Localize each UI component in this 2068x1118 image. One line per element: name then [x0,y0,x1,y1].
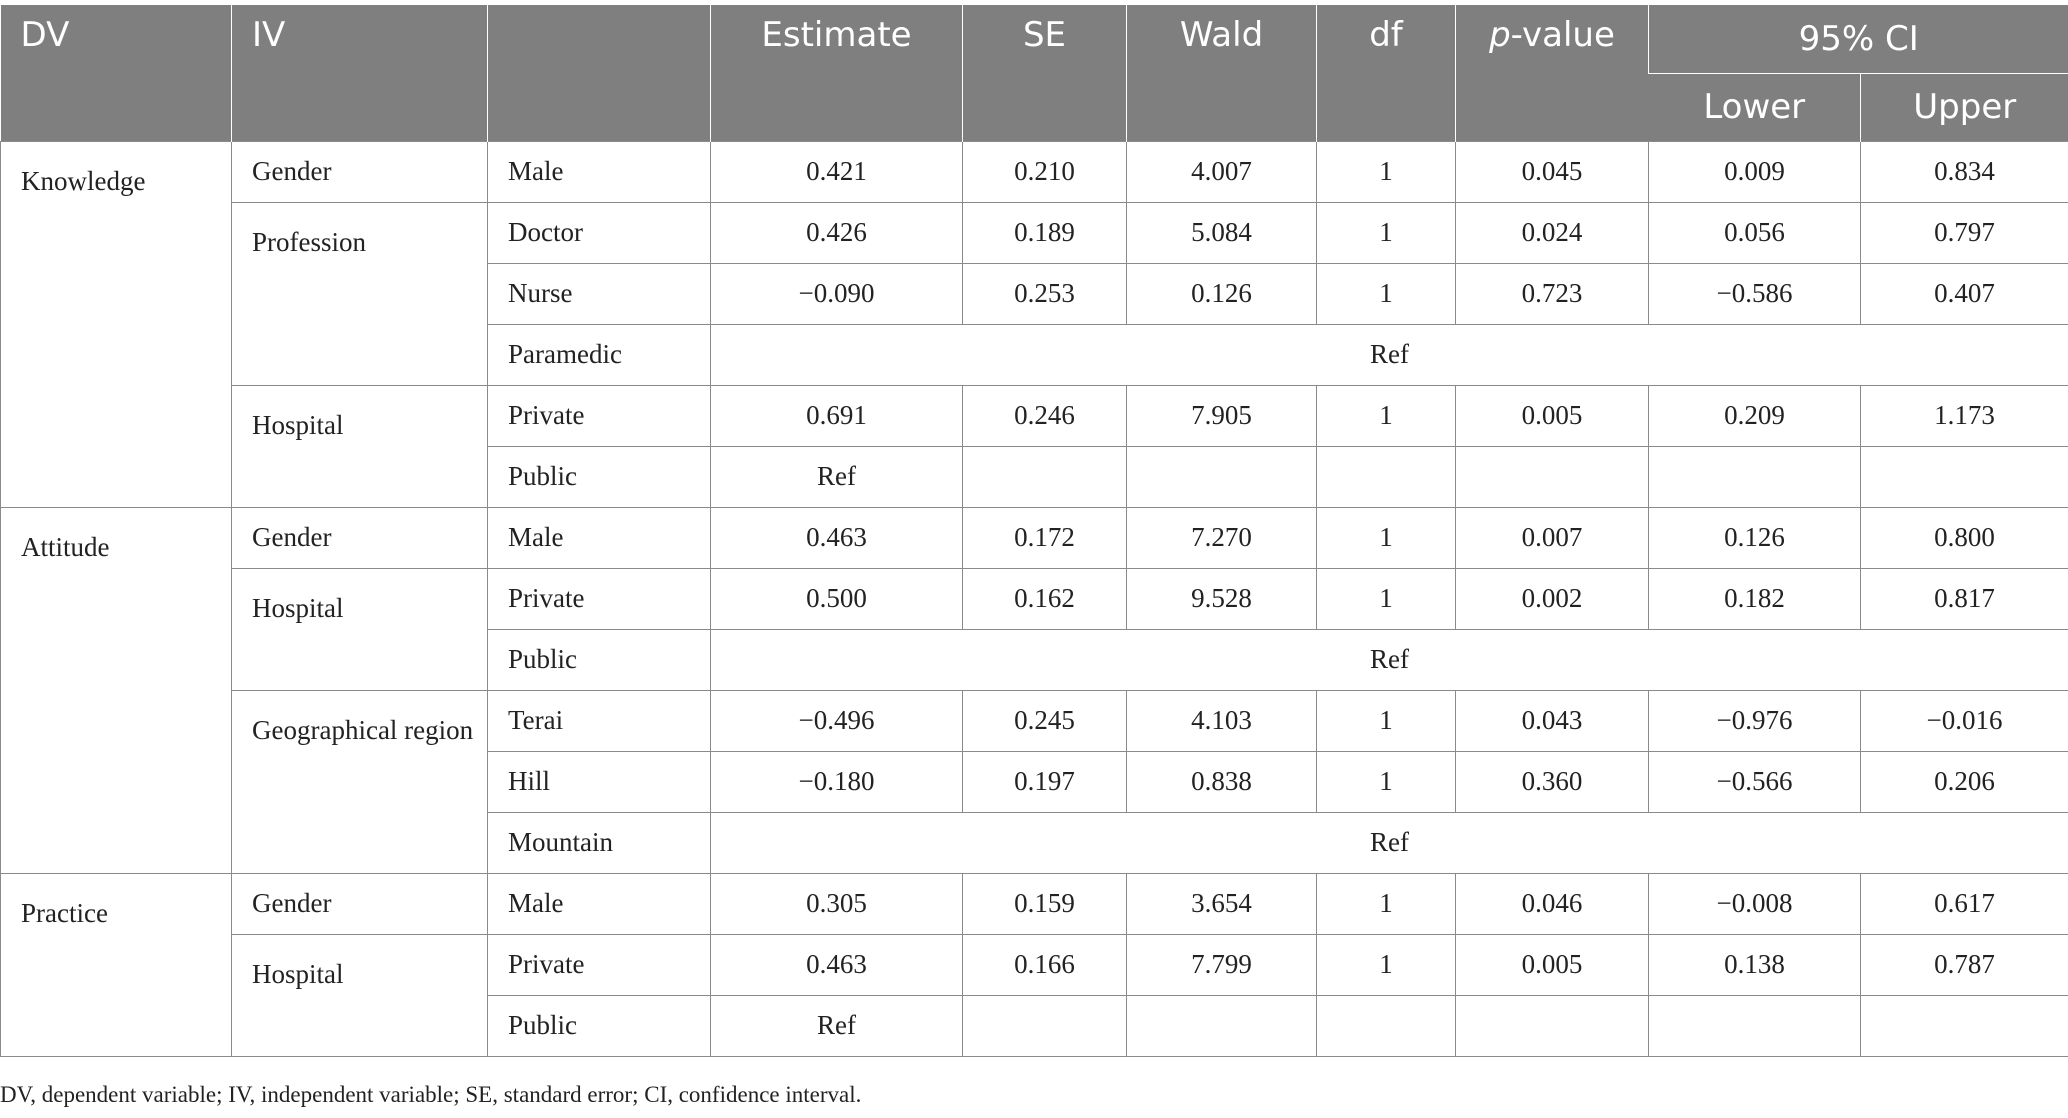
ci-upper-cell: 0.834 [1861,141,2068,202]
header-upper: Upper [1861,73,2068,141]
dv-cell: Practice [1,873,232,1056]
p-value-cell: 0.005 [1456,934,1649,995]
level-cell: Public [488,446,711,507]
df-cell: 1 [1317,690,1456,751]
wald-cell: 7.270 [1127,507,1317,568]
wald-cell: 5.084 [1127,202,1317,263]
se-cell [963,995,1127,1056]
p-value-cell: 0.046 [1456,873,1649,934]
table-row [1,385,2068,446]
ci-upper-cell: 0.800 [1861,507,2068,568]
wald-cell: 4.007 [1127,141,1317,202]
header-lower: Lower [1649,73,1861,141]
se-cell: 0.245 [963,690,1127,751]
table-row [1,873,2068,934]
level-cell: Male [488,507,711,568]
estimate-cell: Ref [711,446,963,507]
level-cell: Private [488,385,711,446]
iv-cell: Gender [232,873,488,934]
estimate-cell: 0.305 [711,873,963,934]
se-cell: 0.253 [963,263,1127,324]
wald-cell [1127,446,1317,507]
header-iv: IV [232,5,488,141]
df-cell: 1 [1317,263,1456,324]
iv-cell: Hospital [232,568,488,690]
df-cell: 1 [1317,141,1456,202]
iv-cell: Profession [232,202,488,385]
header-ci: 95% CI [1649,5,2068,73]
se-cell: 0.159 [963,873,1127,934]
level-cell: Hill [488,751,711,812]
ci-upper-cell: −0.016 [1861,690,2068,751]
table-row [1,690,2068,751]
se-cell: 0.189 [963,202,1127,263]
estimate-cell: 0.691 [711,385,963,446]
ci-upper-cell: 0.787 [1861,934,2068,995]
ci-lower-cell: −0.566 [1649,751,1861,812]
wald-cell: 0.838 [1127,751,1317,812]
df-cell: 1 [1317,507,1456,568]
p-value-cell: 0.005 [1456,385,1649,446]
ci-lower-cell: 0.182 [1649,568,1861,629]
df-cell: 1 [1317,385,1456,446]
table-body [1,141,2068,1056]
df-cell: 1 [1317,934,1456,995]
regression-table [0,5,2068,1057]
header-se: SE [963,5,1127,141]
ci-lower-cell: −0.586 [1649,263,1861,324]
level-cell: Male [488,141,711,202]
p-value-cell: 0.024 [1456,202,1649,263]
estimate-cell: −0.090 [711,263,963,324]
ci-lower-cell: 0.138 [1649,934,1861,995]
estimate-cell: 0.421 [711,141,963,202]
header-estimate: Estimate [711,5,963,141]
estimate-cell: −0.180 [711,751,963,812]
wald-cell: 4.103 [1127,690,1317,751]
level-cell: Public [488,995,711,1056]
table-row [1,507,2068,568]
df-cell: 1 [1317,202,1456,263]
se-cell: 0.162 [963,568,1127,629]
ci-lower-cell [1649,995,1861,1056]
ref-cell: Ref [711,324,2068,385]
df-cell [1317,995,1456,1056]
level-cell: Terai [488,690,711,751]
ci-upper-cell: 0.797 [1861,202,2068,263]
level-cell: Private [488,568,711,629]
p-value-cell: 0.043 [1456,690,1649,751]
ci-lower-cell: 0.209 [1649,385,1861,446]
p-value-cell: 0.045 [1456,141,1649,202]
se-cell [963,446,1127,507]
iv-cell: Gender [232,141,488,202]
ci-upper-cell [1861,995,2068,1056]
wald-cell [1127,995,1317,1056]
iv-cell: Hospital [232,934,488,1056]
header-wald: Wald [1127,5,1317,141]
wald-cell: 9.528 [1127,568,1317,629]
ci-upper-cell [1861,446,2068,507]
level-cell: Private [488,934,711,995]
estimate-cell: 0.426 [711,202,963,263]
ci-upper-cell: 0.817 [1861,568,2068,629]
wald-cell: 0.126 [1127,263,1317,324]
header-p-rest: -value [1510,15,1615,55]
p-value-cell: 0.007 [1456,507,1649,568]
level-cell: Male [488,873,711,934]
iv-cell: Gender [232,507,488,568]
table-footnote: DV, dependent variable; IV, independent variable; SE, standard error; CI, confidence interval. [0,1082,862,1107]
estimate-cell: 0.463 [711,507,963,568]
ref-cell: Ref [711,812,2068,873]
ci-lower-cell: −0.976 [1649,690,1861,751]
se-cell: 0.197 [963,751,1127,812]
estimate-cell: 0.463 [711,934,963,995]
df-cell [1317,446,1456,507]
table-row [1,568,2068,629]
p-value-cell: 0.360 [1456,751,1649,812]
table-row [1,202,2068,263]
ci-lower-cell: 0.056 [1649,202,1861,263]
header-level [488,5,711,141]
header-p-value [1456,5,1649,141]
se-cell: 0.166 [963,934,1127,995]
header-dv: DV [1,5,232,141]
level-cell: Nurse [488,263,711,324]
ci-lower-cell [1649,446,1861,507]
header-p-italic: p [1489,15,1511,55]
dv-cell: Knowledge [1,141,232,507]
p-value-cell [1456,995,1649,1056]
se-cell: 0.246 [963,385,1127,446]
estimate-cell: −0.496 [711,690,963,751]
df-cell: 1 [1317,568,1456,629]
ci-upper-cell: 0.407 [1861,263,2068,324]
level-cell: Public [488,629,711,690]
ci-upper-cell: 1.173 [1861,385,2068,446]
iv-cell: Hospital [232,385,488,507]
wald-cell: 7.905 [1127,385,1317,446]
level-cell: Paramedic [488,324,711,385]
ref-cell: Ref [711,629,2068,690]
p-value-cell: 0.002 [1456,568,1649,629]
estimate-cell: 0.500 [711,568,963,629]
ci-lower-cell: −0.008 [1649,873,1861,934]
se-cell: 0.210 [963,141,1127,202]
p-value-cell [1456,446,1649,507]
df-cell: 1 [1317,873,1456,934]
level-cell: Doctor [488,202,711,263]
se-cell: 0.172 [963,507,1127,568]
wald-cell: 3.654 [1127,873,1317,934]
table-row [1,934,2068,995]
ci-upper-cell: 0.206 [1861,751,2068,812]
table-row [1,141,2068,202]
ci-upper-cell: 0.617 [1861,873,2068,934]
level-cell: Mountain [488,812,711,873]
header-df: df [1317,5,1456,141]
p-value-cell: 0.723 [1456,263,1649,324]
iv-cell: Geographical region [232,690,488,873]
wald-cell: 7.799 [1127,934,1317,995]
ci-lower-cell: 0.009 [1649,141,1861,202]
df-cell: 1 [1317,751,1456,812]
dv-cell: Attitude [1,507,232,873]
ci-lower-cell: 0.126 [1649,507,1861,568]
estimate-cell: Ref [711,995,963,1056]
